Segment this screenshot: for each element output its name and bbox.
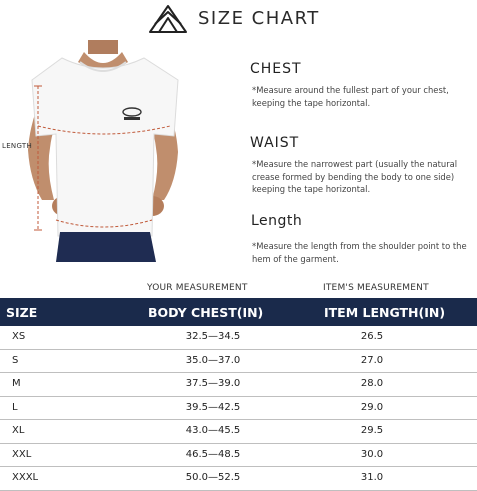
table-row <box>0 467 477 491</box>
table-row <box>0 420 477 444</box>
size-cell: M <box>12 378 21 389</box>
size-cell: XXXL <box>12 472 39 483</box>
table-row <box>0 444 477 468</box>
size-cell: XXL <box>12 448 32 460</box>
table-row <box>0 326 477 350</box>
chest-cell: 43.0—45.5 <box>185 425 241 436</box>
length-cell: 31.0 <box>360 472 384 483</box>
chest-cell: 50.0—52.5 <box>185 472 241 483</box>
size-table <box>0 298 477 491</box>
chest-cell: 35.0—37.0 <box>185 354 241 366</box>
column-header-body-chest: BODY CHEST(IN) <box>148 305 264 320</box>
length-cell: 28.0 <box>360 378 384 389</box>
column-header-item-length: ITEM LENGTH(IN) <box>324 305 446 320</box>
table-header <box>0 298 477 326</box>
brand-logo-icon <box>147 4 189 34</box>
table-row <box>0 397 477 421</box>
table-row <box>0 373 477 397</box>
your-measurement-label: YOUR MEASUREMENT <box>147 283 248 293</box>
chest-cell: 46.5—48.5 <box>185 448 241 460</box>
page-title: SIZE CHART <box>198 8 320 29</box>
chest-cell: 32.5—34.5 <box>185 331 241 342</box>
length-cell: 29.0 <box>360 401 384 413</box>
size-cell: S <box>12 354 19 366</box>
length-heading: Length <box>251 213 303 229</box>
chest-instruction: *Measure around the fullest part of your chest, keeping the tape horizontal. <box>252 85 449 108</box>
length-measure-label: LENGTH <box>2 142 33 150</box>
length-cell: 29.5 <box>360 425 384 436</box>
length-cell: 26.5 <box>360 331 384 342</box>
model-illustration <box>0 40 205 262</box>
length-cell: 27.0 <box>360 354 384 366</box>
length-instruction: *Measure the length from the shoulder point to the hem of the garment. <box>252 241 467 264</box>
items-measurement-label: ITEM'S MEASUREMENT <box>323 283 429 293</box>
chest-heading: CHEST <box>250 61 302 77</box>
table-row <box>0 350 477 374</box>
size-cell: XL <box>12 425 25 436</box>
size-cell: XS <box>12 331 26 342</box>
waist-instruction: *Measure the narrowest part (usually the natural crease formed by bending the body to one side) keeping the tape horizontal. <box>252 159 458 194</box>
chest-cell: 37.5—39.0 <box>185 378 241 389</box>
chest-cell: 39.5—42.5 <box>185 401 241 413</box>
length-cell: 30.0 <box>360 448 384 460</box>
waist-heading: WAIST <box>250 135 300 151</box>
column-header-size: SIZE <box>6 305 38 320</box>
size-cell: L <box>12 401 18 413</box>
